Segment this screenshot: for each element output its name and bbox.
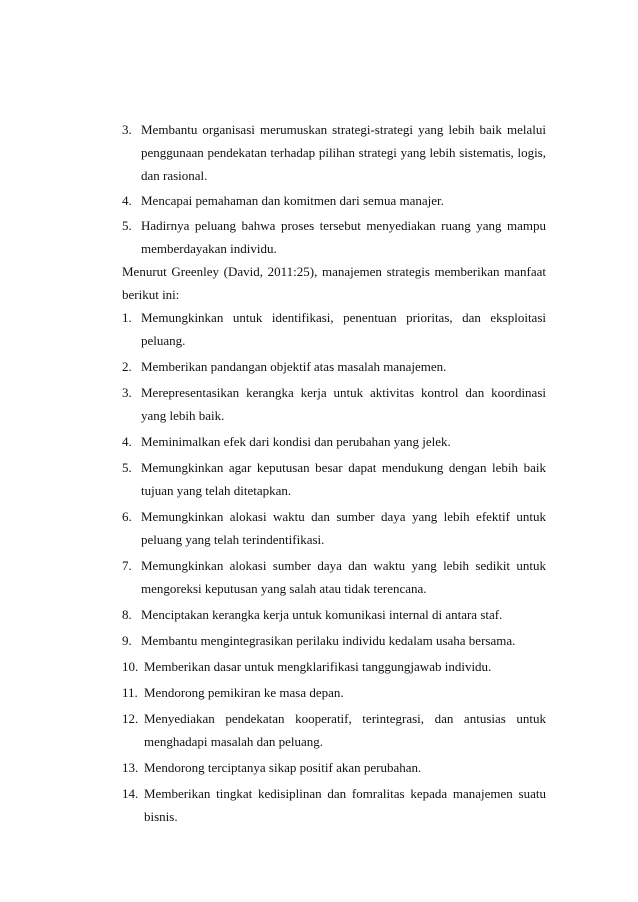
- list-number: 10.: [122, 659, 139, 674]
- list-text: Membantu organisasi merumuskan strategi-strategi yang lebih baik melalui penggunaan pendekatan terhadap pilihan strategi yang lebih sistematis, logis, dan rasional.: [141, 122, 546, 183]
- list-item: [122, 430, 546, 453]
- list-number: 2.: [122, 359, 132, 374]
- list-item: [122, 355, 546, 378]
- list-item: [122, 456, 546, 502]
- list-number: 5.: [122, 460, 132, 475]
- list-number: 8.: [122, 607, 132, 622]
- list-text: Mencapai pemahaman dan komitmen dari semua manajer.: [141, 193, 444, 208]
- benefits-list: [122, 306, 546, 828]
- list-text: Hadirnya peluang bahwa proses tersebut menyediakan ruang yang mampu memberdayakan individu.: [141, 218, 546, 256]
- list-item: [122, 756, 546, 779]
- list-item: [122, 118, 546, 187]
- list-item: [122, 603, 546, 626]
- list-item: [122, 381, 546, 427]
- list-item: [122, 655, 546, 678]
- list-number: 11.: [122, 685, 138, 700]
- list-text: Memberikan dasar untuk mengklarifikasi tanggungjawab individu.: [144, 659, 492, 674]
- list-number: 6.: [122, 509, 132, 524]
- list-number: 7.: [122, 558, 132, 573]
- list-text: Mendorong terciptanya sikap positif akan perubahan.: [144, 760, 422, 775]
- list-item: [122, 629, 546, 652]
- list-text: Memungkinkan alokasi sumber daya dan waktu yang lebih sedikit untuk mengoreksi keputusan yang salah atau tidak terencana.: [141, 558, 546, 596]
- list-text: Memungkinkan alokasi waktu dan sumber daya yang lebih efektif untuk peluang yang telah terindentifikasi.: [141, 509, 546, 547]
- list-text: Memungkinkan untuk identifikasi, penentuan prioritas, dan eksploitasi peluang.: [141, 310, 546, 348]
- list-item: [122, 505, 546, 551]
- list-number: 5.: [122, 218, 132, 233]
- list-text: Menyediakan pendekatan kooperatif, terintegrasi, dan antusias untuk menghadapi masalah dan peluang.: [144, 711, 546, 749]
- list-text: Mendorong pemikiran ke masa depan.: [144, 685, 344, 700]
- list-number: 9.: [122, 633, 132, 648]
- list-item: [122, 707, 546, 753]
- list-text: Meminimalkan efek dari kondisi dan perubahan yang jelek.: [141, 434, 451, 449]
- document-page: [122, 118, 546, 828]
- list-number: 4.: [122, 434, 132, 449]
- list-item: [122, 681, 546, 704]
- list-text: Menciptakan kerangka kerja untuk komunikasi internal di antara staf.: [141, 607, 503, 622]
- body-paragraph: Menurut Greenley (David, 2011:25), manajemen strategis memberikan manfaat berikut ini:: [122, 264, 546, 302]
- list-item: [122, 554, 546, 600]
- list-text: Memberikan tingkat kedisiplinan dan fomralitas kepada manajemen suatu bisnis.: [144, 786, 546, 824]
- list-item: [122, 189, 546, 212]
- list-number: 12.: [122, 711, 139, 726]
- list-item: [122, 782, 546, 828]
- list-number: 14.: [122, 786, 139, 801]
- list-text: Memberikan pandangan objektif atas masalah manajemen.: [141, 359, 447, 374]
- list-number: 1.: [122, 310, 132, 325]
- list-text: Membantu mengintegrasikan perilaku individu kedalam usaha bersama.: [141, 633, 516, 648]
- list-number: 3.: [122, 122, 132, 137]
- list-number: 4.: [122, 193, 132, 208]
- list-item: [122, 306, 546, 352]
- list-number: 13.: [122, 760, 139, 775]
- list-number: 3.: [122, 385, 132, 400]
- list-continued: [122, 118, 546, 260]
- list-text: Merepresentasikan kerangka kerja untuk aktivitas kontrol dan koordinasi yang lebih baik.: [141, 385, 546, 423]
- list-item: [122, 214, 546, 260]
- list-text: Memungkinkan agar keputusan besar dapat mendukung dengan lebih baik tujuan yang telah ditetapkan.: [141, 460, 546, 498]
